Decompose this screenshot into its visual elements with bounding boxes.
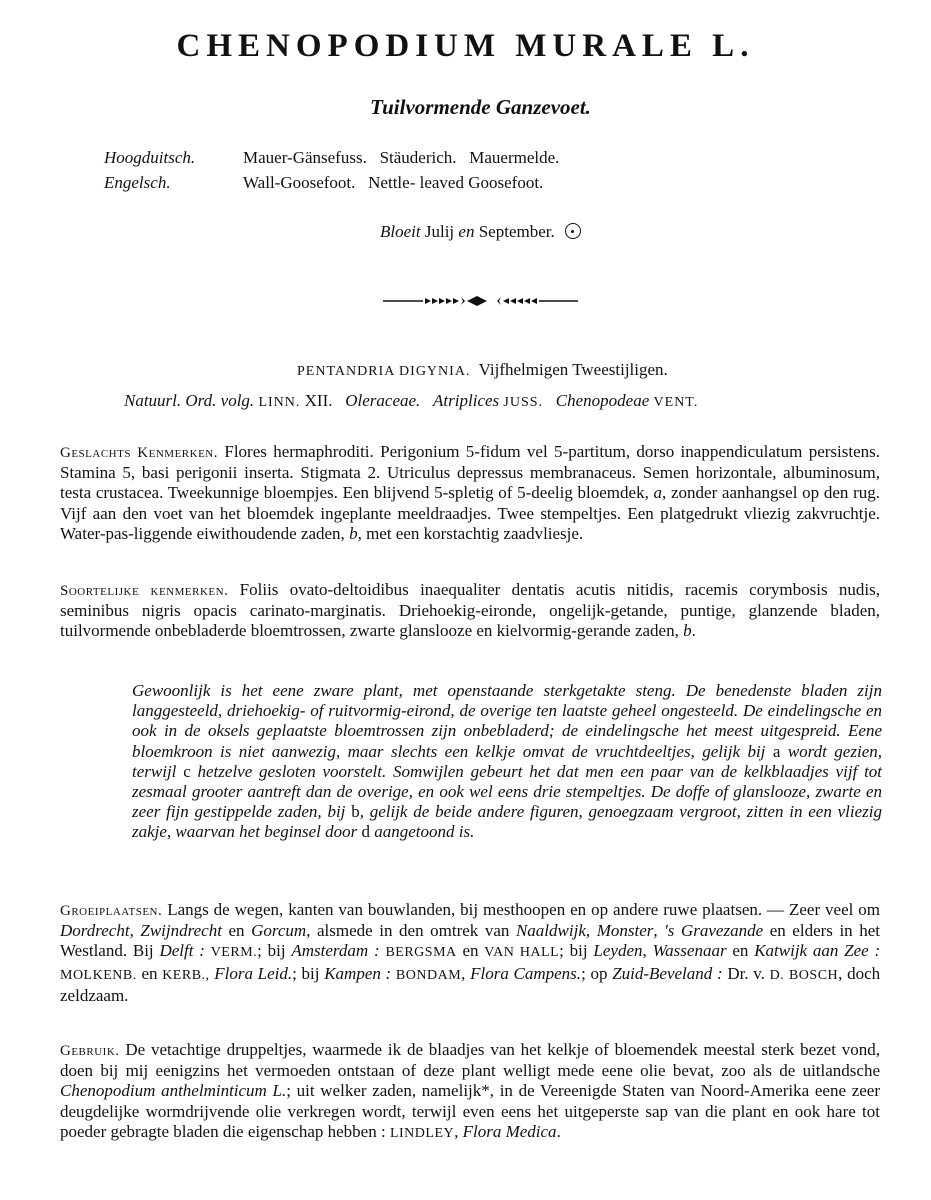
author-bergsma: BERGSMA <box>385 945 457 961</box>
species-heading: Soortelijke kenmerken. <box>60 583 229 599</box>
author-d: D. <box>769 967 785 983</box>
description <box>132 681 882 843</box>
author-vanhall: VAN HALL <box>484 945 560 961</box>
description-figure-a: a <box>772 741 781 761</box>
place-katwijk: Katwijk aan Zee : <box>754 941 881 961</box>
description-part1: Gewoonlijk is het eene zware plant, met openstaande sterkgetakte steng. De benedenste bladen zijn langgesteeld, driehoekig- of ruitvormig-eirond, de overige ten laatste geheel ongesteeld. De eindelingsche en ook in de oksels geplaatste bloemtrossen zijn onbebladerd; de eindelingsche het meest uitgespreid. Eene bloemkroon is niet aanwezig, maar slechts een kelkje omvat de vruchtdeeltjes, gelijk bij <box>132 681 882 761</box>
ref-flora-medica: Flora Medica <box>462 1121 557 1141</box>
description-part5: aangetoond is. <box>374 822 475 842</box>
place-delft: Delft : <box>159 941 205 961</box>
oleraceae: Oleraceae. <box>345 391 421 410</box>
species-text-end: . <box>691 621 696 641</box>
sep: ; bij <box>257 941 286 961</box>
english-label: Engelsch. <box>104 173 171 192</box>
genus-heading: Geslachts Kenmerken. <box>60 445 218 461</box>
description-figure-b: b <box>351 802 360 822</box>
sep: . <box>556 1121 561 1141</box>
sep: , <box>129 921 134 941</box>
author-lindley: LINDLEY <box>389 1125 455 1141</box>
sep: ; op <box>581 963 608 983</box>
author-verm: VERM. <box>210 945 258 961</box>
sep: ; bij <box>559 941 588 961</box>
place-leyden: Leyden <box>593 941 643 961</box>
place-naaldwijk: Naaldwijk <box>515 921 586 941</box>
sep: en <box>462 941 479 961</box>
atriplices: Atriplices <box>433 391 500 410</box>
flowering-label: Bloeit <box>380 222 421 241</box>
sep: , <box>454 1121 459 1141</box>
genus-text: Flores hermaphroditi. Perigonium 5-fidum vel 5-partitum, dorso inappendiculatum persistens. Stamina 5, basi perigonii inserta. Stigmata 2. Utriculus depressus membranaceus. Semen horizontale, albuminosum, testa crustacea. Tweekunnige bloempjes. Een blijvend 5-spletig of 5-deelig bloemdek, <box>60 442 881 503</box>
author-molkenb: MOLKENB. <box>60 967 137 983</box>
sep: en <box>732 941 749 961</box>
flowering-month2: September. <box>478 222 555 241</box>
flowering-en: en <box>458 222 475 241</box>
place-kampen: Kampen : <box>324 963 392 983</box>
chenopodeae: Chenopodeae <box>555 391 650 410</box>
genus-text-3: , met een korstachtig zaadvliesje. <box>357 523 584 543</box>
page-title: CHENOPODIUM MURALE L. <box>176 28 755 64</box>
habitats <box>60 900 880 1006</box>
place-amsterdam: Amsterdam : <box>291 941 380 961</box>
vent-abbrev: VENT. <box>653 395 699 410</box>
genus-text-2: , zonder aanhangsel op den rug. Vijf aan den voet van het bloemdek ingeplante meeldraadjes. Twee stempeltjes. Een platgedrukt vliezig zakvruchtje. Water-pas-liggende eiwithoudende zaden, <box>60 483 880 543</box>
annual-symbol-icon <box>565 223 581 239</box>
linnaean-class <box>297 360 668 380</box>
natuurl-ord: Natuurl. Ord. volg. <box>124 391 255 410</box>
linn-abbrev: LINN. <box>258 395 301 410</box>
author-bondam: BONDAM <box>395 967 462 983</box>
order-number: XII. <box>304 391 333 410</box>
uses-heading: Gebruik. <box>60 1043 120 1059</box>
flowering-line <box>0 222 931 242</box>
german-label: Hoogduitsch. <box>104 148 196 167</box>
place-zwijndrecht: Zwijndrecht <box>140 921 222 941</box>
juss-abbrev: JUSS. <box>503 395 544 410</box>
author-bosch: BOSCH <box>788 967 839 983</box>
genus-figure-b: b <box>349 523 358 543</box>
genus-figure-a: a <box>653 483 663 503</box>
sep: , <box>653 921 658 941</box>
place-gorcum: Gorcum <box>251 921 307 941</box>
english-names: Wall-Goosefoot. Nettle- leaved Goosefoot. <box>243 173 544 192</box>
sep: en elders in het Westland. Bij <box>60 921 881 961</box>
ref-flora-leid: Flora Leid. <box>214 963 293 983</box>
sep: , alsmede in den omtrek van <box>306 921 510 941</box>
natural-order <box>124 391 698 411</box>
sep: Dr. v. <box>727 963 765 983</box>
species-characters <box>60 580 880 642</box>
description-figure-d: d <box>361 822 370 842</box>
author-kerb: KERB., <box>162 967 210 983</box>
system-name: PENTANDRIA DIGYNIA. <box>297 364 471 379</box>
place-dordrecht: Dordrecht <box>60 921 130 941</box>
description-part2: wordt gezien, terwijl <box>132 741 882 781</box>
sep: , <box>585 921 591 941</box>
ornament-divider-icon <box>383 296 578 306</box>
ref-chenopodium-anthelminticum: Chenopodium anthelminticum L. <box>60 1081 287 1101</box>
uses <box>60 1040 880 1144</box>
species-figure-b: b <box>683 621 692 641</box>
sep: ; bij <box>292 963 320 983</box>
species-text: Foliis ovato-deltoidibus inaequaliter dentatis acutis nitidis, racemis corymbosis nudis, seminibus nigris opacis carinato-marginatis. Driehoekig-eironde, ongelijk-getande, puntige, glanzende bladen, tuilvormende onbebladerde bloemtrossen, zwarte glanslooze en kielvormig-gerande zaden, <box>60 580 880 641</box>
sep: , <box>642 941 647 961</box>
ref-flora-campens: Flora Campens. <box>470 963 582 983</box>
habitats-heading: Groeiplaatsen. <box>60 903 163 919</box>
place-gravezande: 's Gravezande <box>664 921 764 941</box>
description-figure-c: c <box>183 761 191 781</box>
habitats-text: Langs de wegen, kanten van bouwlanden, bij mesthoopen en op andere ruwe plaatsen. — Zeer veel om <box>167 900 880 919</box>
place-wassenaar: Wassenaar <box>652 941 727 961</box>
dutch-name: Tuilvormende Ganzevoet. <box>370 95 591 119</box>
flowering-month1: Julij <box>424 222 455 241</box>
place-monster: Monster <box>596 921 654 941</box>
sep: , <box>461 963 466 983</box>
description-part4: , gelijk de beide andere figuren, genoegzaam vergroot, zitten in een vliezig zakje, waarvan het beginsel door <box>132 802 882 842</box>
genus-characters <box>60 442 880 544</box>
sep: en <box>228 921 245 941</box>
uses-text: De vetachtige druppeltjes, waarmede ik de blaadjes van het kelkje of bloemendek meestal sterk bezet vond, doen bij mij eenigzins het vermoeden ontstaan of deze plant welligt mede eene olie bevat, zoo als de uitlandsche <box>60 1040 881 1081</box>
german-names: Mauer-Gänsefuss. Stäuderich. Mauermelde. <box>243 148 560 167</box>
description-part3: hetzelve gesloten voorstelt. Somwijlen gebeurt het dat men een paar van de kelkblaadjes vijf tot zesmaal grooter aantreft dan de overige, en ook wel eens drie stempeltjes. De doffe of glanslooze, zwarte en zeer fijn gestippelde zaden, bij <box>132 761 883 822</box>
sep: , doch zeldzaam. <box>60 963 881 1005</box>
place-zuid-beveland: Zuid-Beveland : <box>612 963 723 983</box>
system-dutch: Vijfhelmigen Tweestijligen. <box>478 360 668 379</box>
uses-text-2: ; uit welker zaden, namelijk*, in de Vereenigde Staten van Noord-Amerika eene zeer deugdelijke wormdrijvende olie verkregen wordt, terwijl even eens het uitgeperste sap van die plant en ook hare tot poeder gebragte bladen die eigenschap hebben : <box>60 1081 880 1141</box>
sep: en <box>141 963 158 983</box>
